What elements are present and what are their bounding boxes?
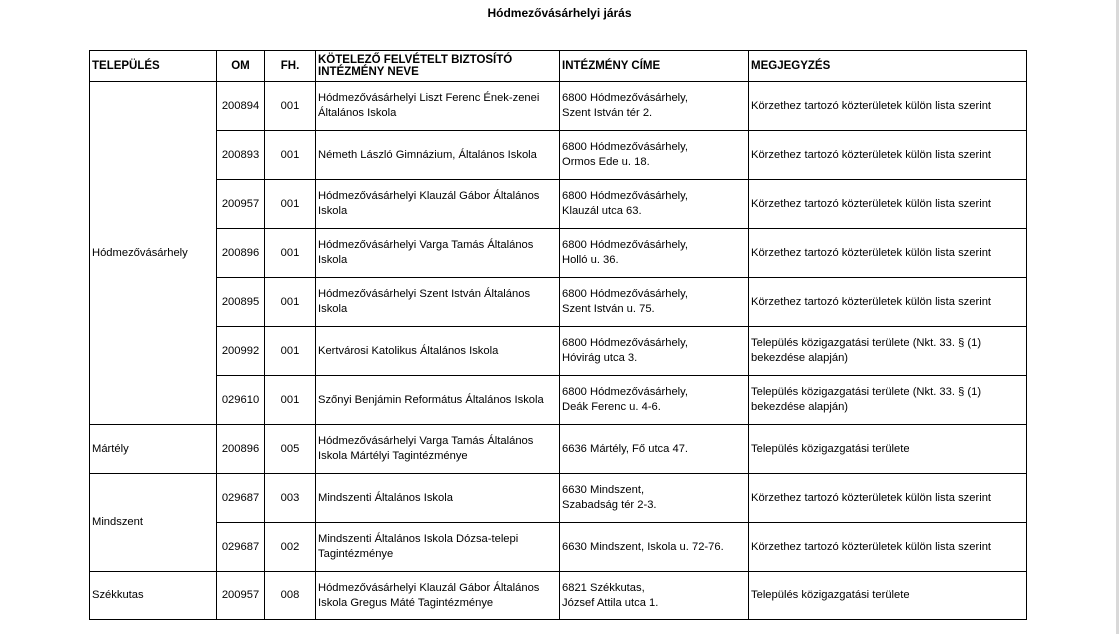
settlement-cell: Hódmezővásárhely: [90, 82, 217, 425]
header-note: MEGJEGYZÉS: [749, 51, 1027, 82]
address-line-1: 6630 Mindszent,: [562, 484, 645, 496]
om-cell: 029610: [217, 376, 265, 425]
table-row: [90, 131, 1027, 180]
note-cell: Körzethez tartozó közterületek külön lista szerint: [749, 180, 1027, 229]
om-cell: 200896: [217, 229, 265, 278]
om-cell: 200894: [217, 82, 265, 131]
institution-name-cell: Hódmezővásárhelyi Klauzál Gábor Általános Iskola: [316, 180, 560, 229]
fh-cell: 001: [265, 376, 316, 425]
address-cell: [560, 180, 749, 229]
address-cell: [560, 131, 749, 180]
address-line-1: 6800 Hódmezővásárhely,: [562, 288, 689, 300]
address-cell: [560, 376, 749, 425]
address-cell: [560, 425, 749, 474]
address-cell: [560, 82, 749, 131]
header-om: OM: [217, 51, 265, 82]
address-cell: [560, 523, 749, 572]
fh-cell: 003: [265, 474, 316, 523]
institution-name-cell: Hódmezővásárhelyi Szent István Általános Iskola: [316, 278, 560, 327]
note-cell: Település közigazgatási területe: [749, 572, 1027, 620]
address-line-2: Szent István u. 75.: [562, 303, 655, 315]
address-line-2: Holló u. 36.: [562, 254, 619, 266]
table-row: [90, 278, 1027, 327]
table-header-row: [90, 51, 1027, 82]
address-line-1: 6630 Mindszent, Iskola u. 72-76.: [562, 540, 724, 553]
fh-cell: 001: [265, 229, 316, 278]
address-line-2: Szent István tér 2.: [562, 107, 653, 119]
institution-name-cell: Kertvárosi Katolikus Általános Iskola: [316, 327, 560, 376]
address-line-1: 6800 Hódmezővásárhely,: [562, 190, 689, 202]
table-body: [90, 82, 1027, 620]
fh-cell: 008: [265, 572, 316, 620]
fh-cell: 001: [265, 278, 316, 327]
table-row: [90, 82, 1027, 131]
om-cell: 029687: [217, 523, 265, 572]
institution-name-cell: Hódmezővásárhelyi Varga Tamás Általános Iskola: [316, 229, 560, 278]
om-cell: 200957: [217, 180, 265, 229]
table-row: [90, 229, 1027, 278]
address-line-1: 6800 Hódmezővásárhely,: [562, 141, 689, 153]
note-cell: Körzethez tartozó közterületek külön lista szerint: [749, 131, 1027, 180]
institution-name-cell: Hódmezővásárhelyi Varga Tamás Általános Iskola Mártélyi Tagintézménye: [316, 425, 560, 474]
fh-cell: 001: [265, 82, 316, 131]
fh-cell: 005: [265, 425, 316, 474]
note-cell: Körzethez tartozó közterületek külön lista szerint: [749, 82, 1027, 131]
address-line-2: Szabadság tér 2-3.: [562, 499, 657, 511]
institution-name-cell: Szőnyi Benjámin Református Általános Iskola: [316, 376, 560, 425]
address-line-1: 6821 Székkutas,: [562, 581, 645, 594]
header-institution-name: KÖTELEZŐ FELVÉTELT BIZTOSÍTÓ INTÉZMÉNY NEVE: [316, 51, 560, 82]
page-title: Hódmezővásárhelyi járás: [487, 6, 632, 20]
table-row: [90, 572, 1027, 620]
settlement-cell: Mártély: [90, 425, 217, 474]
note-cell: Körzethez tartozó közterületek külön lista szerint: [749, 229, 1027, 278]
address-line-1: 6800 Hódmezővásárhely,: [562, 239, 689, 251]
note-cell: Település közigazgatási területe (Nkt. 33. § (1) bekezdése alapján): [749, 327, 1027, 376]
table-row: [90, 376, 1027, 425]
settlement-cell: Mindszent: [90, 474, 217, 572]
header-settlement: TELEPÜLÉS: [90, 51, 217, 82]
table-row: [90, 327, 1027, 376]
om-cell: 029687: [217, 474, 265, 523]
header-fh: FH.: [265, 51, 316, 82]
table-row: [90, 425, 1027, 474]
address-line-1: 6800 Hódmezővásárhely,: [562, 337, 689, 349]
institution-name-cell: Hódmezővásárhelyi Klauzál Gábor Általános Iskola Gregus Máté Tagintézménye: [316, 572, 560, 620]
fh-cell: 001: [265, 327, 316, 376]
address-cell: [560, 474, 749, 523]
institution-name-cell: Németh László Gimnázium, Általános Iskola: [316, 131, 560, 180]
table-row: [90, 474, 1027, 523]
address-cell: [560, 278, 749, 327]
note-cell: Település közigazgatási területe: [749, 425, 1027, 474]
fh-cell: 002: [265, 523, 316, 572]
address-line-1: 6636 Mártély, Fő utca 47.: [562, 442, 689, 455]
address-line-2: Hóvirág utca 3.: [562, 352, 638, 364]
header-address: INTÉZMÉNY CÍME: [560, 51, 749, 82]
address-cell: [560, 229, 749, 278]
address-line-1: 6800 Hódmezővásárhely,: [562, 386, 689, 398]
om-cell: 200895: [217, 278, 265, 327]
address-line-2: Klauzál utca 63.: [562, 205, 642, 217]
address-cell: [560, 327, 749, 376]
om-cell: 200893: [217, 131, 265, 180]
om-cell: 200896: [217, 425, 265, 474]
table-row: [90, 180, 1027, 229]
fh-cell: 001: [265, 180, 316, 229]
note-cell: Település közigazgatási területe (Nkt. 33. § (1) bekezdése alapján): [749, 376, 1027, 425]
address-cell: [560, 572, 749, 620]
table-row: [90, 523, 1027, 572]
om-cell: 200957: [217, 572, 265, 620]
institution-name-cell: Hódmezővásárhelyi Liszt Ferenc Ének-zenei Általános Iskola: [316, 82, 560, 131]
fh-cell: 001: [265, 131, 316, 180]
school-district-table: [89, 50, 1027, 620]
address-line-2: Ormos Ede u. 18.: [562, 156, 650, 168]
note-cell: Körzethez tartozó közterületek külön lista szerint: [749, 278, 1027, 327]
note-cell: Körzethez tartozó közterületek külön lista szerint: [749, 474, 1027, 523]
institution-name-cell: Mindszenti Általános Iskola Dózsa-telepi Tagintézménye: [316, 523, 560, 572]
settlement-cell: Székkutas: [90, 572, 217, 620]
om-cell: 200992: [217, 327, 265, 376]
institution-name-cell: Mindszenti Általános Iskola: [316, 474, 560, 523]
address-line-2: József Attila utca 1.: [562, 596, 659, 609]
address-line-1: 6800 Hódmezővásárhely,: [562, 92, 689, 104]
note-cell: Körzethez tartozó közterületek külön lista szerint: [749, 523, 1027, 572]
address-line-2: Deák Ferenc u. 4-6.: [562, 401, 661, 413]
